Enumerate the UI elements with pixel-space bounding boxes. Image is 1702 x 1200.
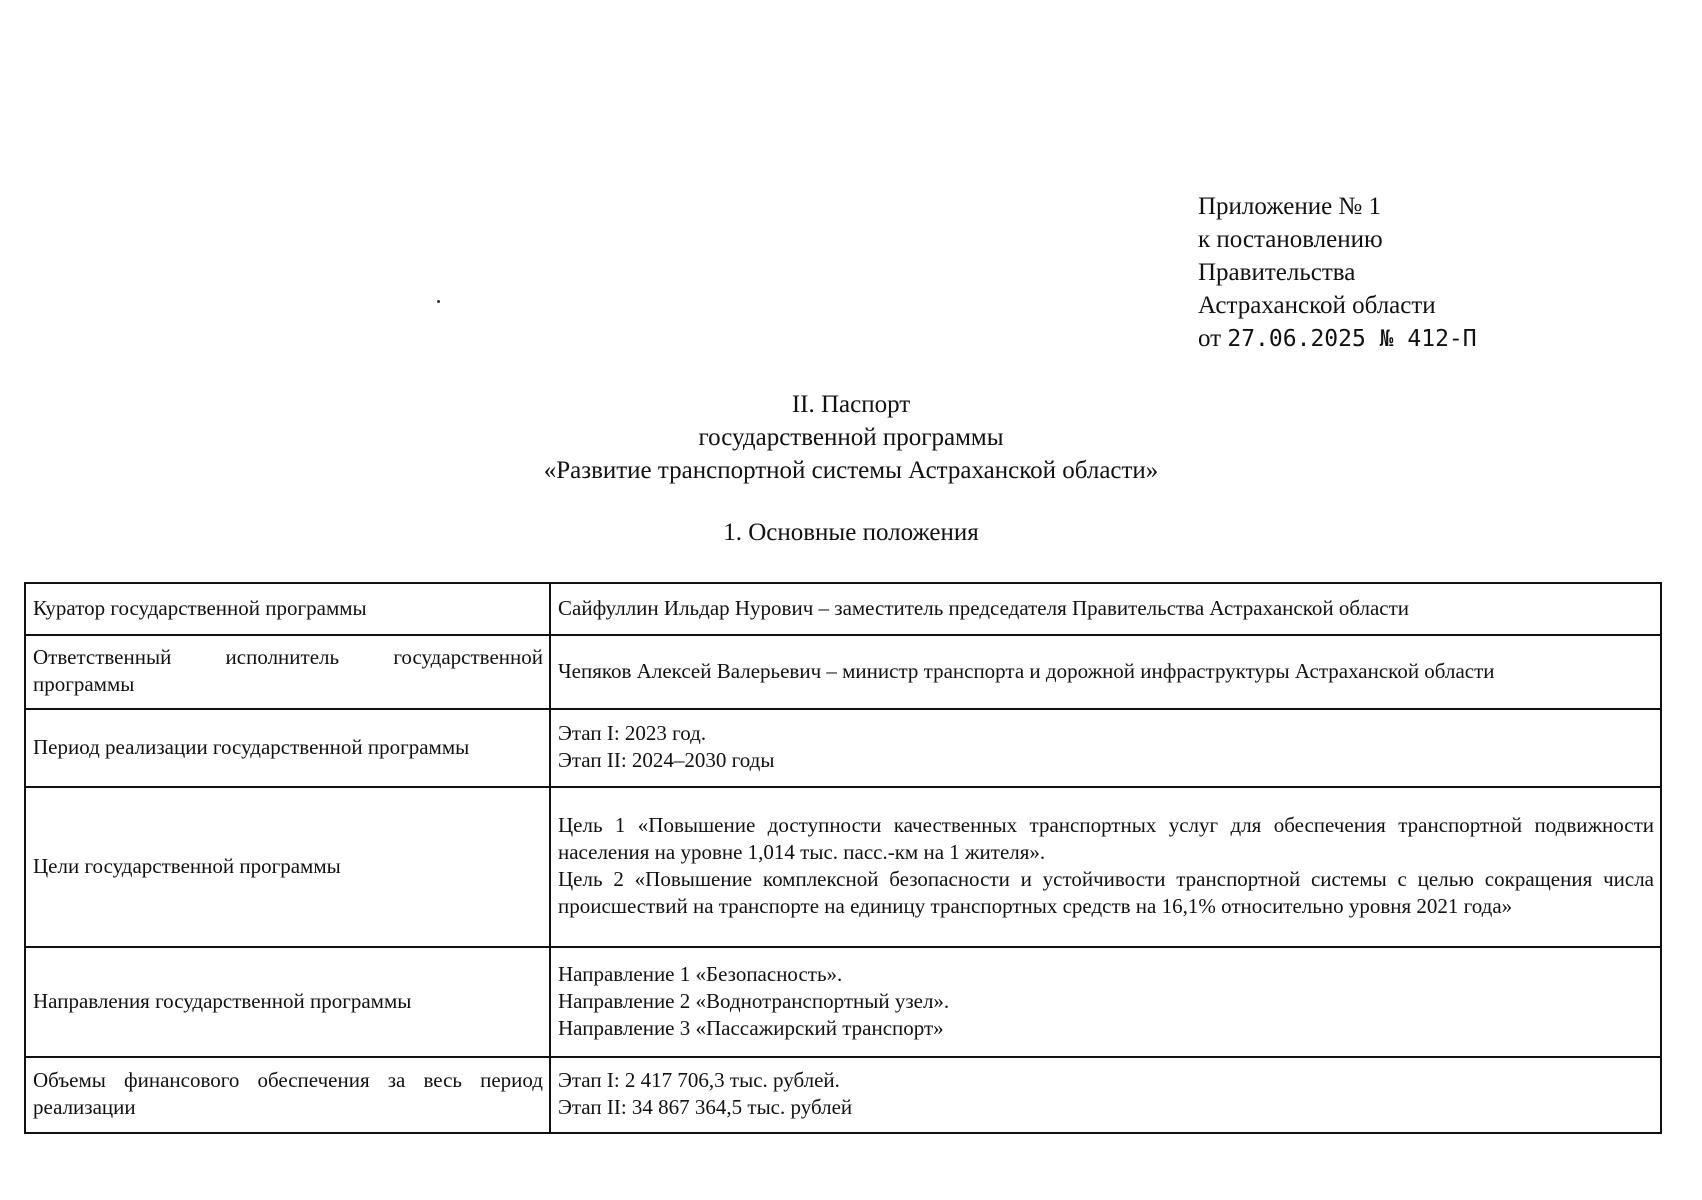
- speck-mark: [437, 300, 440, 303]
- row-value-curator: [550, 583, 1661, 635]
- section-title: 1. Основные положения: [723, 519, 979, 546]
- value-line: Цель 2 «Повышение комплексной безопасности и устойчивости транспортной системы с целью сокращения числа происшествий на транспорте на единицу транспортных средств на 16,1% относительно уровня 2021 года»: [558, 867, 1654, 918]
- value-line: Этап I: 2023 год.: [558, 721, 707, 745]
- title-line-2: государственной программы: [698, 424, 1004, 451]
- table-row: [25, 947, 1661, 1057]
- appendix-line-1: Приложение № 1: [1198, 193, 1382, 220]
- table-row: [25, 787, 1661, 947]
- document-title: [0, 388, 1702, 487]
- value-line: Чепяков Алексей Валерьевич – министр транспорта и дорожной инфраструктуры Астраханской области: [558, 658, 1495, 683]
- value-line: Направление 1 «Безопасность».: [558, 961, 843, 986]
- row-value-executor: [550, 635, 1661, 709]
- appendix-date-number: 27.06.2025 № 412-П: [1227, 326, 1477, 352]
- value-line: Направление 3 «Пассажирский транспорт»: [558, 1015, 944, 1040]
- passport-table: [24, 582, 1662, 1134]
- value-line: Этап II: 34 867 364,5 тыс. рублей: [558, 1095, 853, 1119]
- row-value-period: [550, 709, 1661, 787]
- row-value-directions: [550, 947, 1661, 1057]
- value-line: Этап II: 2024–2030 годы: [558, 748, 775, 772]
- row-label-directions: Направления государственной программы: [25, 947, 550, 1057]
- value-line: Этап I: 2 417 706,3 тыс. рублей.: [558, 1068, 840, 1092]
- row-label-executor: Ответственный исполнитель государственной программы: [25, 635, 550, 709]
- table-row: [25, 583, 1661, 635]
- table-row: [25, 1057, 1661, 1133]
- table-row: [25, 635, 1661, 709]
- appendix-date-line: [1198, 322, 1477, 356]
- row-value-funding: [550, 1057, 1661, 1133]
- value-line: Сайфуллин Ильдар Нурович – заместитель председателя Правительства Астраханской области: [558, 595, 1410, 620]
- value-line: Направление 2 «Воднотранспортный узел».: [558, 988, 950, 1013]
- appendix-line-2: к постановлению: [1198, 226, 1383, 253]
- value-line: Цель 1 «Повышение доступности качественных транспортных услуг для обеспечения транспортной подвижности населения на уровне 1,014 тыс. пасс.-км на 1 жителя».: [558, 813, 1654, 864]
- row-label-funding: Объемы финансового обеспечения за весь период реализации: [25, 1057, 550, 1133]
- title-line-3: «Развитие транспортной системы Астраханской области»: [543, 457, 1159, 484]
- row-label-period: Период реализации государственной программы: [25, 709, 550, 787]
- title-line-1: II. Паспорт: [791, 391, 911, 418]
- row-label-curator: Куратор государственной программы: [25, 583, 550, 635]
- appendix-line-4: Астраханской области: [1198, 292, 1436, 319]
- row-value-goals: [550, 787, 1661, 947]
- row-label-goals: Цели государственной программы: [25, 787, 550, 947]
- table-row: [25, 709, 1661, 787]
- appendix-date-prefix: от: [1198, 325, 1228, 352]
- appendix-header: [1198, 190, 1477, 356]
- appendix-line-3: Правительства: [1198, 259, 1356, 286]
